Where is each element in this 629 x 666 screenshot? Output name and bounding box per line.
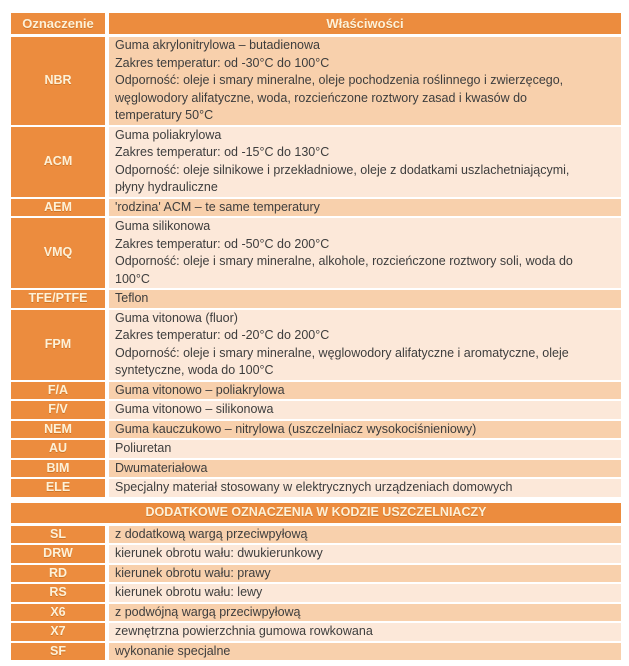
description-line: Guma vitonowo – poliakrylowa [115, 382, 285, 397]
description-cell [109, 218, 621, 288]
description-cell [109, 310, 621, 380]
code-cell: TFE/PTFE [11, 290, 105, 308]
table-row [11, 479, 621, 497]
description-line: kierunek obrotu wału: lewy [115, 585, 263, 599]
table-row [11, 401, 621, 419]
description-cell [109, 421, 621, 439]
table-header-row [11, 13, 621, 34]
code-cell: BIM [11, 460, 105, 478]
description-line: syntetyczne, woda do 100°C [115, 363, 274, 377]
description-cell [109, 290, 621, 308]
description-cell [109, 440, 621, 458]
section-header-dodatkowe-oznaczenia: DODATKOWE OZNACZENIA W KODZIE USZCZELNIACZY [11, 503, 621, 523]
description-cell [109, 565, 621, 583]
code-cell: SL [11, 526, 105, 544]
description-line: Guma silikonowa [115, 219, 211, 233]
description-line: płyny hydrauliczne [115, 180, 218, 194]
table-row [11, 199, 621, 217]
description-line: Zakres temperatur: od -30°C do 100°C [115, 55, 330, 70]
description-line: Odporność: oleje silnikowe i przekładniowe, oleje z dodatkami uszlachetniającymi, [115, 162, 570, 177]
description-line: Guma vitonowo – silikonowa [115, 402, 274, 416]
description-line: 100°C [115, 271, 150, 286]
description-line: Poliuretan [115, 441, 172, 455]
code-cell: NBR [11, 37, 105, 125]
table-row [11, 565, 621, 583]
description-line: Guma kauczukowo – nitrylowa (uszczelniacz wysokociśnieniowy) [115, 421, 477, 436]
column-header-oznaczenie: Oznaczenie [11, 13, 105, 34]
code-cell: VMQ [11, 218, 105, 288]
description-cell [109, 545, 621, 563]
description-cell [109, 401, 621, 419]
code-cell: DRW [11, 545, 105, 563]
code-cell: RD [11, 565, 105, 583]
code-cell: NEM [11, 421, 105, 439]
code-cell: RS [11, 584, 105, 602]
description-line: zewnętrzna powierzchnia gumowa rowkowana [115, 624, 373, 638]
code-cell: FPM [11, 310, 105, 380]
description-line: kierunek obrotu wału: prawy [115, 565, 271, 580]
table-row [11, 37, 621, 125]
code-cell: X7 [11, 623, 105, 641]
table-row [11, 218, 621, 288]
description-line: Odporność: oleje i smary mineralne, oleje pochodzenia roślinnego i zwierzęcego, [115, 73, 564, 87]
description-cell [109, 479, 621, 497]
description-line: Specjalny materiał stosowany w elektrycznych urządzeniach domowych [115, 480, 513, 494]
table-row [11, 440, 621, 458]
table-row [11, 382, 621, 400]
description-cell [109, 37, 621, 125]
description-line: temperatury 50°C [115, 108, 214, 122]
description-cell [109, 526, 621, 544]
code-cell: X6 [11, 604, 105, 622]
description-cell [109, 127, 621, 197]
extra-codes-rows [11, 526, 621, 661]
description-line: kierunek obrotu wału: dwukierunkowy [115, 546, 323, 560]
description-line: z podwójną wargą przeciwpyłową [115, 604, 301, 619]
description-line: Odporność: oleje i smary mineralne, węglowodory alifatyczne i aromatyczne, oleje [115, 345, 569, 360]
materials-rows [11, 37, 621, 497]
description-line: Zakres temperatur: od -15°C do 130°C [115, 145, 330, 159]
code-cell: ELE [11, 479, 105, 497]
description-cell [109, 643, 621, 661]
code-cell: AU [11, 440, 105, 458]
table-row [11, 643, 621, 661]
description-line: Guma akrylonitrylowa – butadienowa [115, 38, 320, 52]
table-row [11, 290, 621, 308]
description-line: Guma poliakrylowa [115, 127, 222, 142]
description-cell [109, 382, 621, 400]
description-line: Guma vitonowa (fluor) [115, 310, 238, 325]
code-cell: F/V [11, 401, 105, 419]
description-line: Dwumateriałowa [115, 460, 208, 475]
table-row [11, 460, 621, 478]
description-line: węglowodory alifatyczne, woda, rozcieńczone roztwory zasad i kwasów do [115, 90, 527, 105]
description-line: Teflon [115, 291, 149, 305]
description-cell [109, 460, 621, 478]
table-row [11, 623, 621, 641]
description-line: 'rodzina' ACM – te same temperatury [115, 199, 320, 214]
code-cell: SF [11, 643, 105, 661]
description-cell [109, 623, 621, 641]
table-row [11, 584, 621, 602]
description-line: Zakres temperatur: od -20°C do 200°C [115, 328, 330, 342]
code-cell: ACM [11, 127, 105, 197]
description-line: z dodatkową wargą przeciwpyłową [115, 526, 308, 541]
table-row [11, 127, 621, 197]
table-row [11, 421, 621, 439]
table-row [11, 526, 621, 544]
description-cell [109, 604, 621, 622]
description-line: Odporność: oleje i smary mineralne, alkohole, rozcieńczone roztwory soli, woda do [115, 254, 573, 268]
description-cell [109, 584, 621, 602]
table-row [11, 310, 621, 380]
table-row [11, 545, 621, 563]
description-cell [109, 199, 621, 217]
column-header-wlasciwosci: Właściwości [109, 13, 621, 34]
description-line: Zakres temperatur: od -50°C do 200°C [115, 236, 330, 251]
code-cell: AEM [11, 199, 105, 217]
code-cell: F/A [11, 382, 105, 400]
table-row [11, 604, 621, 622]
seal-materials-table [11, 13, 621, 662]
description-line: wykonanie specjalne [115, 643, 231, 658]
